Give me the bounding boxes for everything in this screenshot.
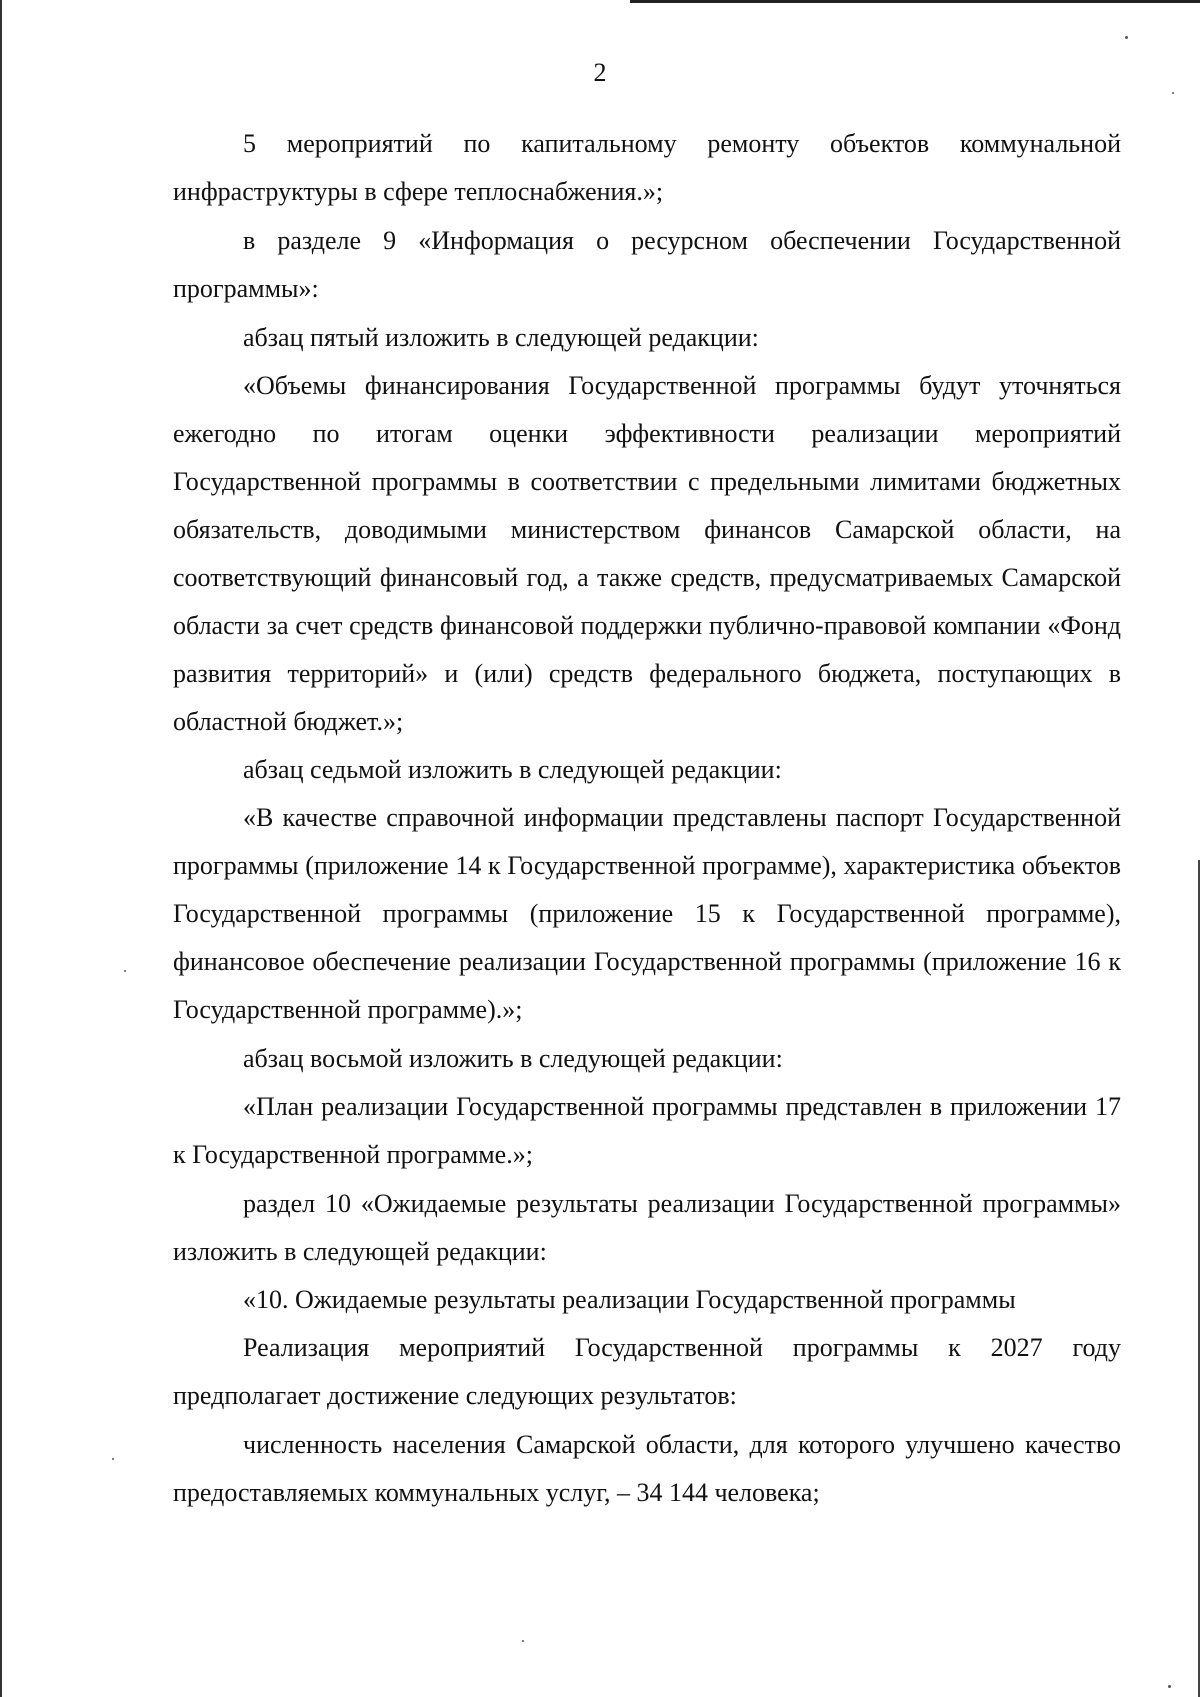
scan-speck	[522, 1640, 524, 1642]
scan-speck	[1168, 1685, 1171, 1688]
paragraph: «В качестве справочной информации представлены паспорт Государственной программы (приложение 14 к Государственной программе), характеристика объектов Государственной программы (приложение 15 к Государственной программе), финансовое обеспечение реализации Государственной программы (приложение 16 к Государственной программе).»;	[173, 803, 1121, 1024]
paragraph: раздел 10 «Ожидаемые результаты реализации Государственной программы» изложить в следующей редакции:	[173, 1189, 1121, 1266]
paragraph: «10. Ожидаемые результаты реализации Государственной программы	[243, 1285, 1016, 1314]
paragraph: «План реализации Государственной программы представлен в приложении 17 к Государственной программе.»;	[173, 1092, 1121, 1169]
paragraph: 5 мероприятий по капитальному ремонту объектов коммунальной инфраструктуры в сфере теплоснабжения.»;	[173, 129, 1121, 206]
scan-speck	[112, 1458, 114, 1460]
scan-speck	[124, 970, 126, 972]
scan-speck	[1125, 36, 1128, 39]
left-scan-edge	[0, 0, 2, 1697]
paragraph: численность населения Самарской области, для которого улучшено качество предоставляемых коммунальных услуг, – 34 144 человека;	[173, 1430, 1121, 1507]
paragraph: Реализация мероприятий Государственной программы к 2027 году предполагает достижение следующих результатов:	[173, 1333, 1121, 1410]
page-number: 2	[593, 58, 607, 87]
paragraph: абзац пятый изложить в следующей редакции:	[243, 323, 759, 352]
paragraph: абзац седьмой изложить в следующей редакции:	[243, 755, 782, 784]
paragraph: в разделе 9 «Информация о ресурсном обеспечении Государственной программы»:	[173, 226, 1121, 303]
top-border-line	[630, 0, 1200, 3]
document-body	[173, 120, 1121, 1517]
paragraph: «Объемы финансирования Государственной программы будут уточняться ежегодно по итогам оценки эффективности реализации мероприятий Государственной программы в соответствии с предельными лимитами бюджетных обязательств, доводимыми министерством финансов Самарской области, на соответствующий финансовый год, а также средств, предусматриваемых Самарской области за счет средств финансовой поддержки публично-правовой компании «Фонд развития территорий» и (или) средств федерального бюджета, поступающих в областной бюджет.»;	[173, 371, 1121, 736]
paragraph: абзац восьмой изложить в следующей редакции:	[243, 1044, 783, 1073]
scan-speck	[1172, 92, 1174, 94]
